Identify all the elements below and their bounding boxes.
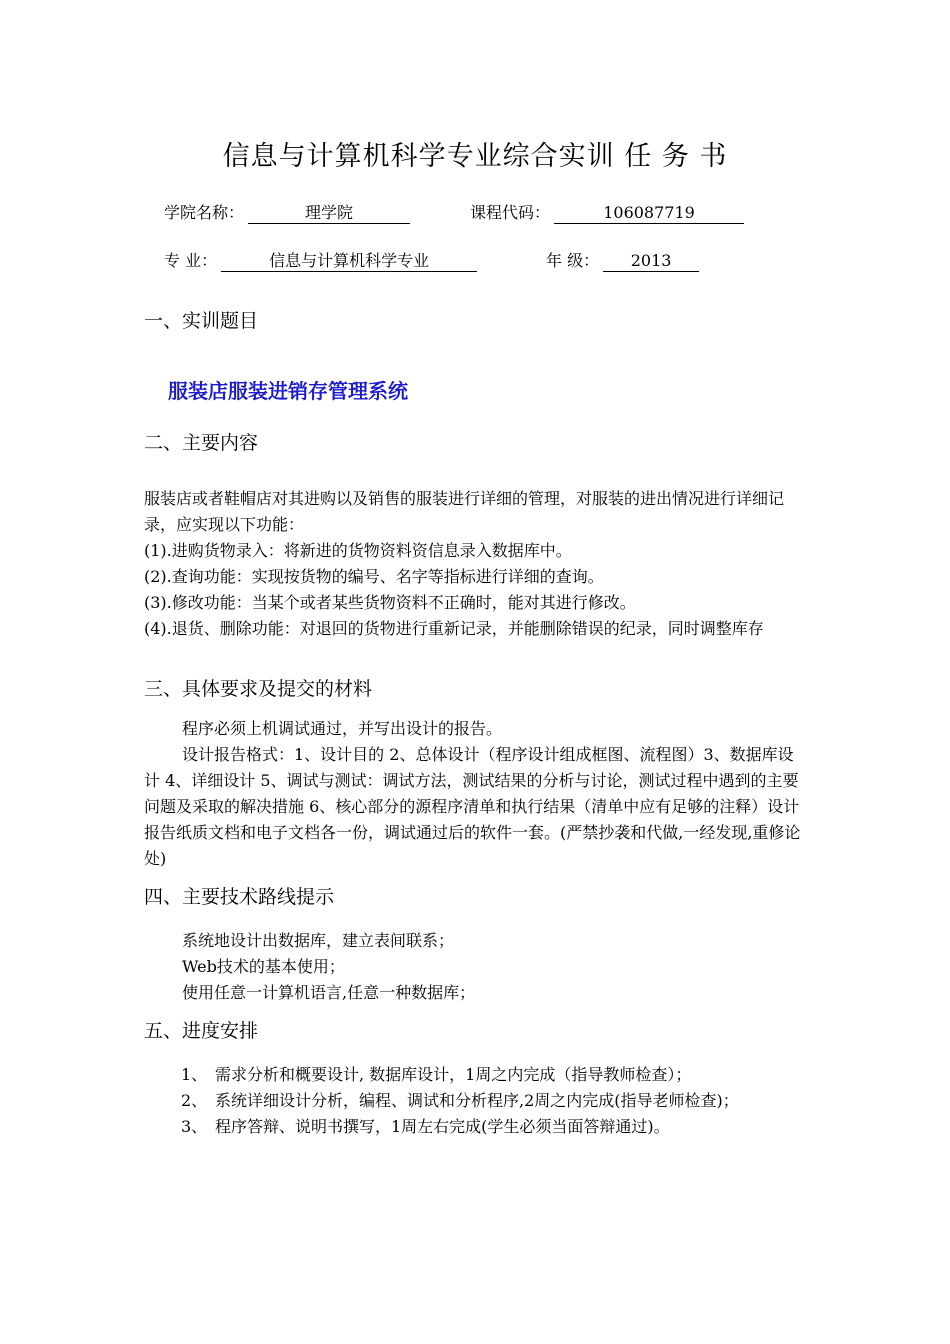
schedule-item bbox=[181, 1088, 809, 1114]
college-label: 学院名称： bbox=[164, 203, 245, 222]
requirement-paragraph: 程序必须上机调试通过，并写出设计的报告。 bbox=[182, 719, 503, 738]
college-field bbox=[164, 200, 410, 224]
requirements-block bbox=[144, 716, 808, 872]
tech-hint: Web技术的基本使用； bbox=[182, 957, 345, 976]
schedule-item-number: 3、 bbox=[181, 1117, 208, 1136]
section-heading-1: 一、实训题目 bbox=[144, 310, 259, 332]
schedule-list bbox=[181, 1062, 809, 1140]
section-heading-4: 四、主要技术路线提示 bbox=[144, 886, 335, 908]
major-value: 信息与计算机科学专业 bbox=[221, 251, 477, 272]
course-code-field bbox=[470, 200, 744, 224]
content-item: (2).查询功能：实现按货物的编号、名字等指标进行详细的查询。 bbox=[144, 567, 604, 586]
section-heading-5: 五、进度安排 bbox=[144, 1020, 259, 1042]
schedule-item-text: 需求分析和概要设计, 数据库设计，1周之内完成（指导教师检查）； bbox=[215, 1065, 692, 1084]
course-code-value: 106087719 bbox=[554, 203, 744, 224]
grade-field bbox=[546, 248, 699, 272]
content-intro: 服装店或者鞋帽店对其进购以及销售的服装进行详细的管理，对服装的进出情况进行详细记录，应实现以下功能： bbox=[144, 489, 785, 534]
tech-hint: 系统地设计出数据库，建立表间联系； bbox=[182, 931, 455, 950]
course-code-label: 课程代码： bbox=[470, 203, 551, 222]
schedule-item-text: 系统详细设计分析，编程、调试和分析程序,2周之内完成(指导老师检查)； bbox=[215, 1091, 739, 1110]
grade-value: 2013 bbox=[603, 251, 699, 272]
schedule-item-number: 1、 bbox=[181, 1065, 208, 1084]
major-field bbox=[164, 248, 477, 272]
section-heading-3: 三、具体要求及提交的材料 bbox=[144, 678, 373, 700]
content-item: (1).进购货物录入：将新进的货物资料资信息录入数据库中。 bbox=[144, 541, 572, 560]
section-heading-2: 二、主要内容 bbox=[144, 432, 259, 454]
college-value: 理学院 bbox=[248, 203, 410, 224]
document-title: 信息与计算机科学专业综合实训 任 务 书 bbox=[222, 141, 728, 172]
schedule-item-text: 程序答辩、说明书撰写，1周左右完成(学生必须当面答辩通过)。 bbox=[215, 1117, 670, 1136]
requirement-paragraph: 设计报告格式：1、设计目的 2、总体设计（程序设计组成框图、流程图）3、数据库设计 4、详细设计 5、调试与测试：调试方法，测试结果的分析与讨论，测试过程中遇到的主要问题及采取的解决措施 6、核心部分的源程序清单和执行结果（清单中应有足够的注释）设计报告纸质文档和电子文档各一份，调试通过后的软件一套。(严禁抄袭和代做,一经发现,重修论处) bbox=[144, 745, 801, 868]
tech-hints-block bbox=[144, 928, 808, 1006]
tech-hint: 使用任意一计算机语言,任意一种数据库； bbox=[182, 983, 476, 1002]
schedule-item bbox=[181, 1114, 809, 1140]
project-topic: 服装店服装进销存管理系统 bbox=[168, 379, 408, 403]
main-content-block bbox=[144, 486, 808, 642]
grade-label: 年 级： bbox=[546, 251, 600, 270]
schedule-item-number: 2、 bbox=[181, 1091, 208, 1110]
content-item: (3).修改功能：当某个或者某些货物资料不正确时，能对其进行修改。 bbox=[144, 593, 636, 612]
major-label: 专 业： bbox=[164, 251, 218, 270]
schedule-item bbox=[181, 1062, 809, 1088]
content-item: (4).退货、删除功能：对退回的货物进行重新记录，并能删除错误的纪录，同时调整库存 bbox=[144, 619, 764, 638]
